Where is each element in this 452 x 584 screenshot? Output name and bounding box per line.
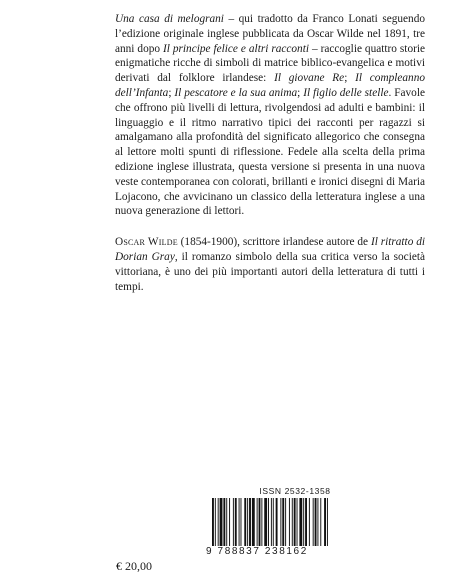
barcode-block xyxy=(200,486,422,568)
book-title-italic: Una casa di melograni xyxy=(115,13,224,25)
story-title-italic: Il figlio delle stelle xyxy=(303,86,389,99)
book-description-paragraph xyxy=(115,12,425,219)
price-label: € 20,00 xyxy=(116,559,152,573)
author-bio-paragraph xyxy=(115,235,425,294)
barcode-digits: 9 788837 238162 xyxy=(206,546,308,557)
text-span: (1854-1900), scrittore irlandese autore de xyxy=(177,236,371,249)
barcode-image xyxy=(212,498,387,546)
story-title-italic: Il pescatore e la sua anima xyxy=(174,86,298,99)
text-span: ; xyxy=(297,86,304,99)
novel-title-italic: Il ritratto di Dorian Gray xyxy=(115,236,425,263)
text-span: ; xyxy=(168,86,175,99)
author-name: Oscar Wilde xyxy=(115,236,178,249)
issn-label: ISSN 2532-1358 xyxy=(259,486,331,496)
paragraph-gap xyxy=(115,219,425,235)
story-title-italic: Il compleanno dell’Infanta xyxy=(115,72,425,99)
story-title-italic: Il giovane Re xyxy=(274,72,345,85)
text-span: – raccoglie quattro storie enigmatiche ricche di simboli di matrice biblico-evangelica e motivi derivati dal folklore irlandese: xyxy=(115,42,426,85)
text-span: – qui tradotto da Franco Lonati seguendo l’edizione originale inglese pubblicata da Oscar Wilde nel 1891, tre anni dopo xyxy=(115,13,425,55)
text-span: ; xyxy=(344,72,356,85)
text-span: , il romanzo simbolo della sua critica verso la società vittoriana, è uno dei più importanti autori della letteratura di tutti i tempi. xyxy=(115,250,426,293)
cover-blurb xyxy=(115,12,425,294)
text-span: . Favole che offrono più livelli di lettura, rivolgendosi ad adulti e bambini: il linguaggio e il ritmo narrativo tipici dei racconti per ragazzi si amalgamano alla profondità del significato allegorico che consegna al lettore molti spunti di riflessione. Fedele alla scelta della prima edizione inglese illustrata, questa versione si presenta in una nuova veste contemporanea con colorati, brillanti e ironici disegni di Maria Lojacono, che avvicinano un classico della letteratura inglese a una nuova generazione di lettori. xyxy=(115,86,425,218)
previous-book-title-italic: Il principe felice e altri racconti xyxy=(163,42,309,55)
